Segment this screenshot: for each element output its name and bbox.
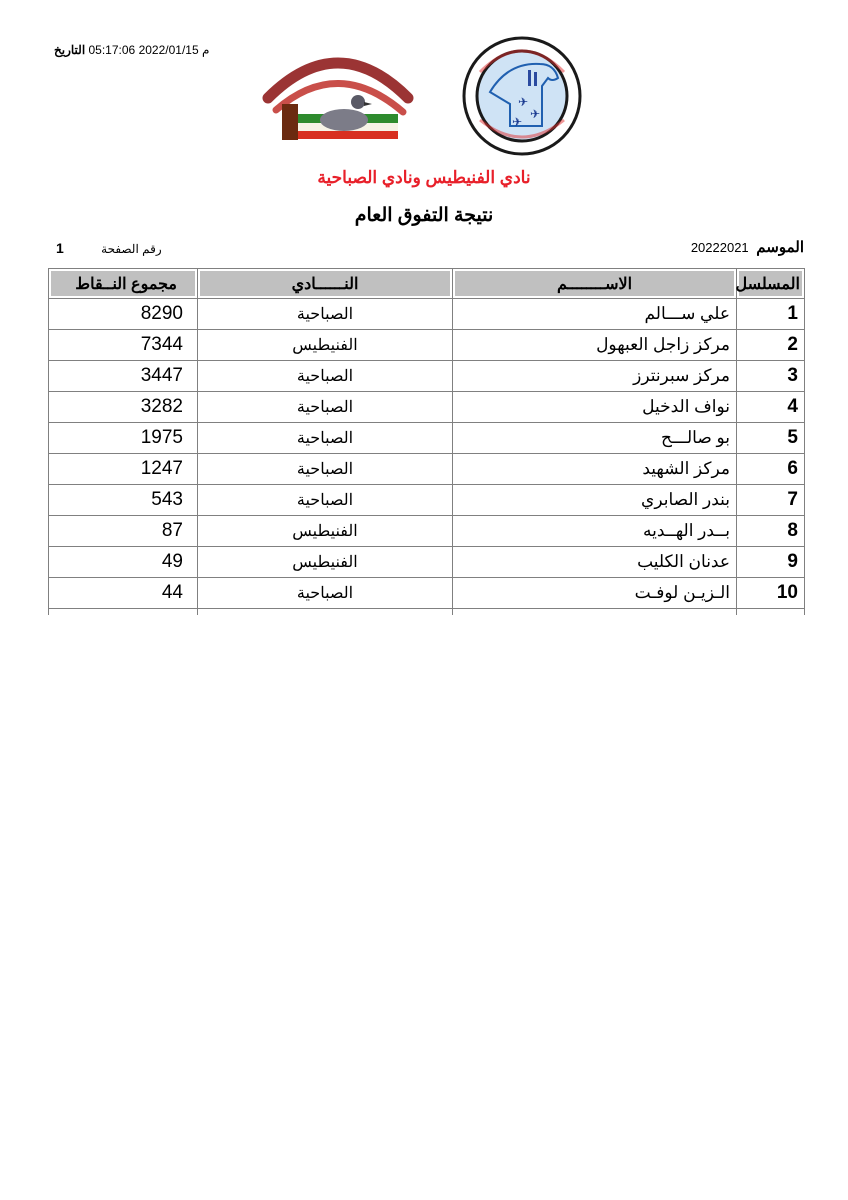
table-tail-row [49,609,805,616]
row-serial: 5 [737,423,805,454]
svg-text:✈: ✈ [530,107,541,121]
empty-cell [198,609,453,616]
svg-text:✈: ✈ [512,115,523,129]
row-club: الفنيطيس [198,516,453,547]
row-club: الصباحية [198,361,453,392]
date-value: 2022/01/15 05:17:06 [88,43,199,57]
row-serial: 2 [737,330,805,361]
results-table [48,268,805,615]
table-row [49,454,805,485]
svg-text:✈: ✈ [518,95,529,109]
table-row [49,578,805,609]
table-row [49,330,805,361]
table-row [49,299,805,330]
row-club: الفنيطيس [198,330,453,361]
row-points: 49 [49,547,198,578]
row-club: الفنيطيس [198,547,453,578]
row-serial: 3 [737,361,805,392]
row-serial: 7 [737,485,805,516]
row-name: بو صالـــح [453,423,737,454]
row-serial: 1 [737,299,805,330]
column-header-club: النــــــادي [198,269,453,299]
page-value: 1 [56,240,64,256]
row-name: مركز سبرنترز [453,361,737,392]
column-header-serial: المسلسل [737,269,805,299]
row-points: 7344 [49,330,198,361]
empty-cell [453,609,737,616]
row-club: الصباحية [198,578,453,609]
row-name: مركز الشهيد [453,454,737,485]
season-value: 20222021 [690,240,749,255]
empty-cell [737,609,805,616]
table-row [49,392,805,423]
report-title: نتيجة التفوق العام [354,205,494,226]
row-points: 3282 [49,392,198,423]
row-name: علي ســـالم [453,299,737,330]
table-header-row [49,269,805,299]
date-label: التاريخ [54,43,86,57]
row-name: نواف الدخيل [453,392,737,423]
row-name: بندر الصابري [453,485,737,516]
row-serial: 4 [737,392,805,423]
season-info [691,238,804,256]
column-header-points: مجموع النــقاط [49,269,198,299]
ampm-indicator: م [201,43,210,57]
row-club: الصباحية [198,485,453,516]
club-title: نادي الفنيطيس ونادي الصباحية [317,168,531,187]
row-name: بــدر الهــديه [453,516,737,547]
row-club: الصباحية [198,454,453,485]
page-number-info [56,240,162,256]
print-timestamp [40,43,213,57]
table-row [49,547,805,578]
table-row [49,485,805,516]
row-points: 1247 [49,454,198,485]
season-label: الموسم [756,239,804,256]
table-row [49,423,805,454]
row-points: 1975 [49,423,198,454]
row-serial: 9 [737,547,805,578]
federation-logo [458,34,586,158]
row-club: الصباحية [198,392,453,423]
column-header-name: الاســــــــم [453,269,737,299]
row-points: 3447 [49,361,198,392]
row-club: الصباحية [198,299,453,330]
row-name: مركز زاجل العبهول [453,330,737,361]
row-points: 44 [49,578,198,609]
row-club: الصباحية [198,423,453,454]
row-points: 87 [49,516,198,547]
row-points: 8290 [49,299,198,330]
row-serial: 10 [737,578,805,609]
row-serial: 8 [737,516,805,547]
empty-cell [49,609,198,616]
row-name: الـزيـن لوفـت [453,578,737,609]
row-name: عدنان الكليب [453,547,737,578]
page-label: رقم الصفحة [101,242,162,256]
club-logo [248,38,428,144]
table-row [49,361,805,392]
row-serial: 6 [737,454,805,485]
row-points: 543 [49,485,198,516]
table-row [49,516,805,547]
